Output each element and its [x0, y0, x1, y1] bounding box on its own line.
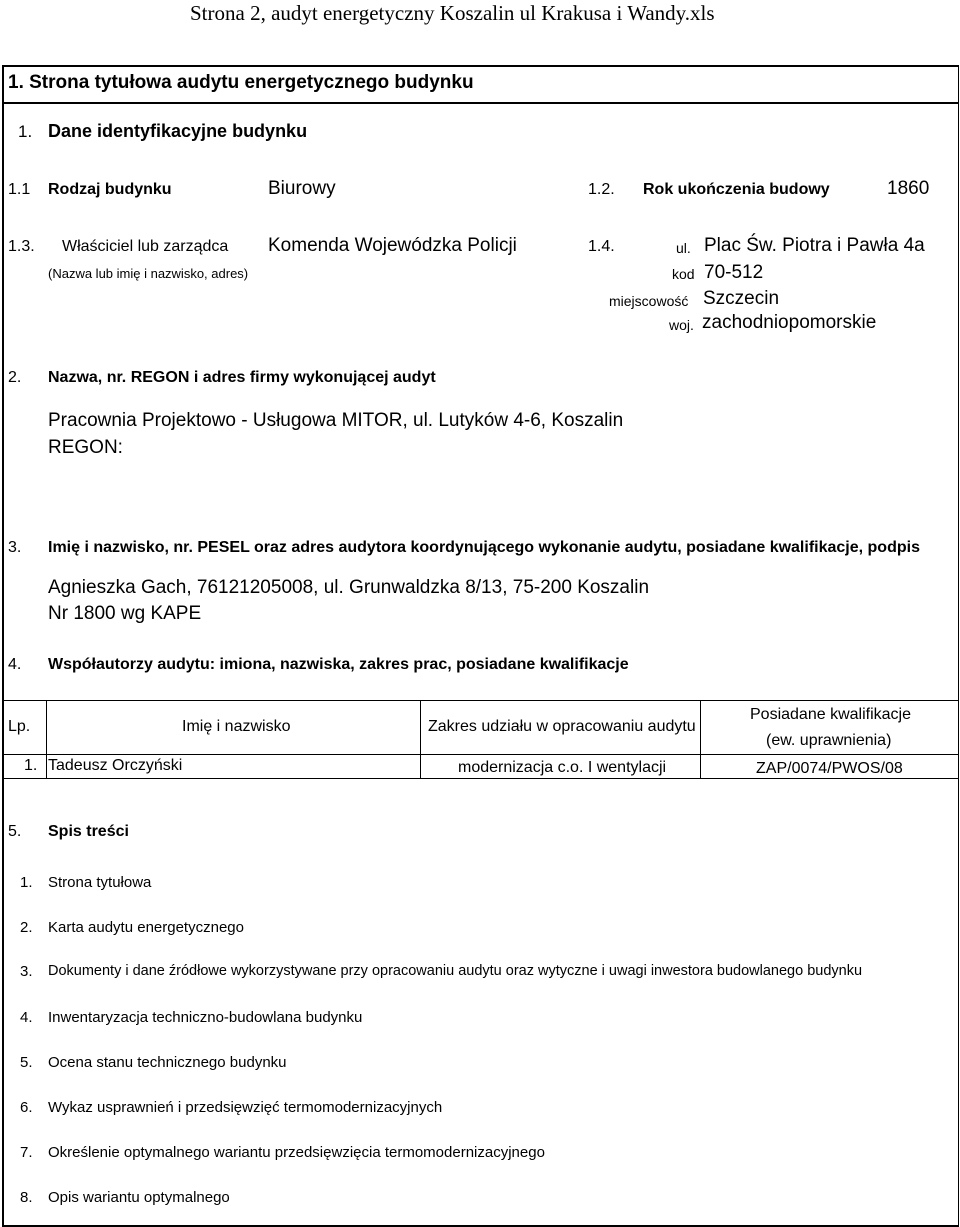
toc-item-text: Dokumenty i dane źródłowe wykorzystywane przy opracowaniu audytu oraz wytyczne i uwagi inwestora budowlanego budynku	[48, 963, 863, 979]
section4-title: Współautorzy audytu: imiona, nazwiska, zakres prac, posiadane kwalifikacje	[48, 656, 629, 673]
city-value: Szczecin	[703, 288, 780, 309]
building-type-value: Biurowy	[268, 178, 336, 199]
section2-title: Nazwa, nr. REGON i adres firmy wykonującej audyt	[48, 369, 436, 386]
section5-title: Spis treści	[48, 823, 129, 840]
building-type-number: 1.1	[8, 181, 31, 198]
owner-label: Właściciel lub zarządca	[62, 238, 229, 255]
completion-year-label: Rok ukończenia budowy	[643, 181, 830, 198]
toc-item-number: 3.	[20, 963, 33, 980]
table-row-lp: 1.	[24, 757, 38, 774]
voivodeship-value: zachodniopomorskie	[702, 312, 877, 333]
toc-item-text: Karta audytu energetycznego	[48, 919, 244, 936]
document-title: Strona 2, audyt energetyczny Koszalin ul Krakusa i Wandy.xls	[190, 1, 715, 25]
toc-item-text: Określenie optymalnego wariantu przedsięwzięcia termomodernizacyjnego	[48, 1144, 545, 1161]
address-number: 1.4.	[588, 238, 615, 255]
table-header-qualifications-note: (ew. uprawnienia)	[766, 732, 892, 749]
section3-title: Imię i nazwisko, nr. PESEL oraz adres audytora koordynującego wykonanie audytu, posiadane kwalifikacje, podpis	[48, 539, 920, 556]
section4-bottom-divider	[2, 778, 958, 779]
postcode-label: kod	[672, 266, 695, 282]
table-col-divider	[46, 701, 47, 778]
table-header-scope: Zakres udziału w opracowaniu audytu	[428, 718, 696, 735]
table-header-lp: Lp.	[8, 718, 31, 735]
voivodeship-label: woj.	[669, 317, 694, 333]
auditor-company: Pracownia Projektowo - Usługowa MITOR, ul. Lutyków 4-6, Koszalin	[48, 410, 624, 431]
toc-item-text: Ocena stanu technicznego budynku	[48, 1054, 287, 1071]
owner-number: 1.3.	[8, 238, 35, 255]
table-col-divider	[700, 701, 701, 778]
owner-hint: (Nazwa lub imię i nazwisko, adres)	[48, 266, 249, 281]
toc-item-text: Wykaz usprawnień i przedsięwzięć termomodernizacyjnych	[48, 1099, 443, 1116]
table-row-qualification: ZAP/0074/PWOS/08	[756, 760, 903, 777]
completion-year-value: 1860	[887, 178, 930, 199]
section2-number: 2.	[8, 369, 22, 386]
section1-title: 1. Strona tytułowa audytu energetycznego budynku	[8, 72, 474, 93]
street-value: Plac Św. Piotra i Pawła 4a	[704, 235, 925, 256]
table-header-name: Imię i nazwisko	[182, 718, 291, 735]
completion-year-number: 1.2.	[588, 181, 615, 198]
toc-item-number: 8.	[20, 1189, 33, 1206]
toc-item-text: Inwentaryzacja techniczno-budowlana budynku	[48, 1009, 363, 1026]
toc-item-number: 4.	[20, 1009, 33, 1026]
auditor-details: Agnieszka Gach, 76121205008, ul. Grunwaldzka 8/13, 75-200 Koszalin	[48, 577, 650, 598]
section4-divider	[2, 700, 958, 701]
auditor-license: Nr 1800 wg KAPE	[48, 603, 202, 624]
auditor-regon: REGON:	[48, 437, 123, 458]
section3-number: 3.	[8, 539, 22, 556]
subsection-title: Dane identyfikacyjne budynku	[48, 121, 308, 141]
postcode-value: 70-512	[704, 262, 764, 283]
section5-number: 5.	[8, 823, 22, 840]
table-header-qualifications: Posiadane kwalifikacje	[750, 706, 911, 723]
toc-item-text: Opis wariantu optymalnego	[48, 1189, 230, 1206]
building-type-label: Rodzaj budynku	[48, 181, 172, 198]
section4-number: 4.	[8, 656, 22, 673]
table-header-divider	[2, 754, 958, 755]
table-col-divider	[420, 701, 421, 778]
toc-item-text: Strona tytułowa	[48, 874, 152, 891]
city-label: miejscowość	[609, 293, 689, 309]
toc-item-number: 2.	[20, 919, 33, 936]
table-row-scope: modernizacja c.o. I wentylacji	[458, 759, 667, 776]
table-row-name: Tadeusz Orczyński	[48, 757, 183, 774]
street-label: ul.	[676, 240, 691, 256]
toc-item-number: 1.	[20, 874, 33, 891]
toc-item-number: 6.	[20, 1099, 33, 1116]
subsection-number: 1.	[18, 122, 33, 141]
owner-value: Komenda Wojewódzka Policji	[268, 235, 517, 256]
toc-item-number: 7.	[20, 1144, 33, 1161]
title-divider	[2, 102, 958, 104]
toc-item-number: 5.	[20, 1054, 33, 1071]
